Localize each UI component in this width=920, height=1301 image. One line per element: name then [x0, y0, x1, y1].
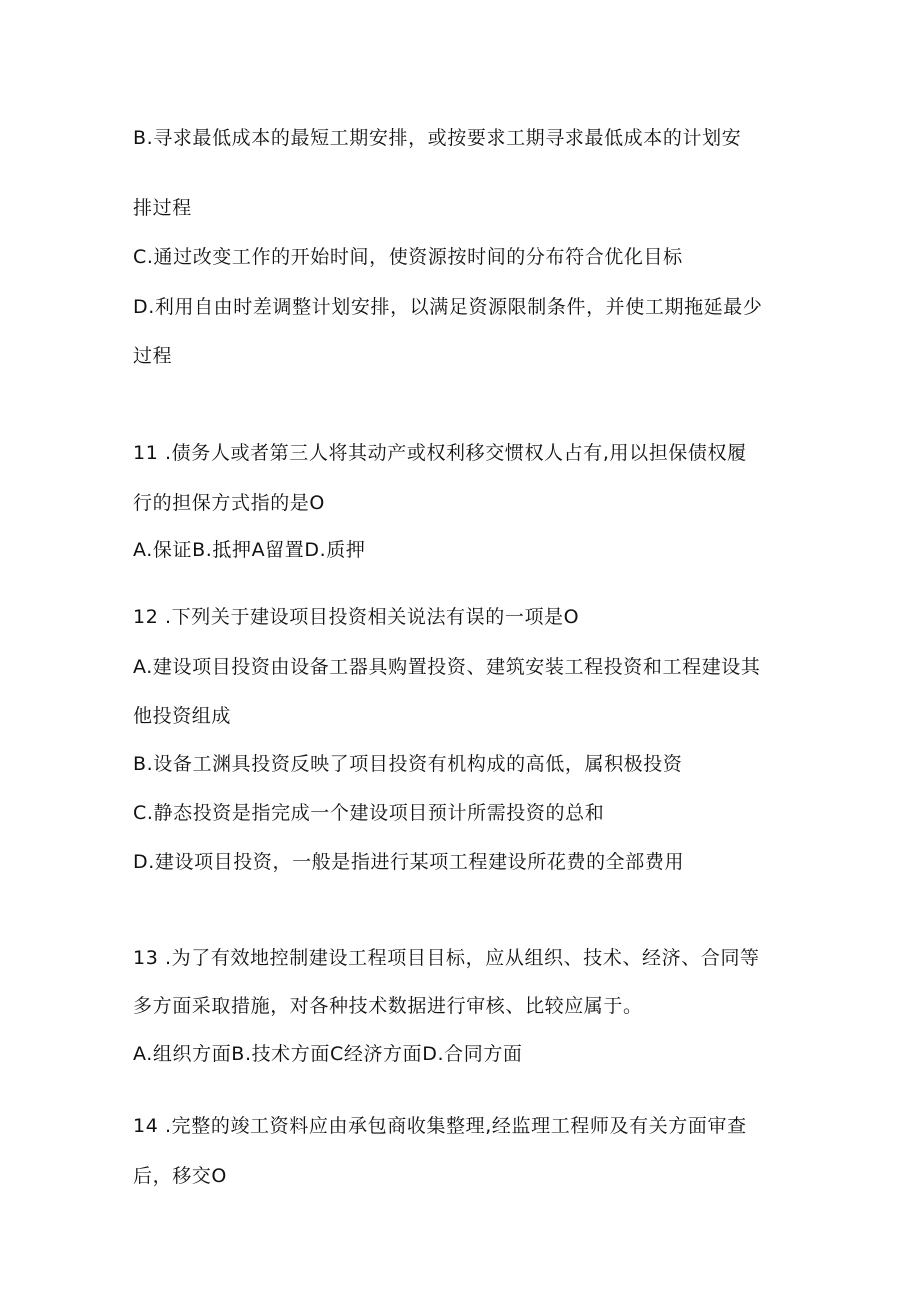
q10-option-d-line1: D.利用自由时差调整计划安排，以满足资源限制条件，并使工期拖延最少 [133, 296, 763, 318]
q12-option-b: B.设备工渊具投资反映了项目投资有机构成的高低，属积极投资 [133, 753, 683, 775]
q13-stem-line2: 多方面采取措施，对各种技术数据进行审核、比较应属于。 [133, 995, 643, 1017]
q12-stem: 12 .下列关于建设项目投资相关说法有误的一项是O [133, 606, 580, 628]
q10-option-d-line2: 过程 [133, 345, 173, 367]
q12-option-c: C.静态投资是指完成一个建设项目预计所需投资的总和 [133, 802, 605, 824]
q14-stem-line2: 后，移交O [133, 1165, 227, 1187]
q11-stem-line1: 11 .债务人或者第三人将其动产或权利移交惯权人占有,用以担保债权履 [133, 442, 747, 464]
q13-stem-line1: 13 .为了有效地控制建设工程项目目标，应从组织、技术、经济、合同等 [133, 947, 760, 969]
q10-option-b-line2: 排过程 [133, 197, 192, 219]
q12-option-a-line2: 他投资组成 [133, 705, 232, 727]
q11-options: A.保证B.抵押A留置D.质押 [133, 539, 366, 561]
q10-option-b-line1: B.寻求最低成本的最短工期安排，或按要求工期寻求最低成本的计划安 [133, 127, 742, 149]
q12-option-a-line1: A.建设项目投资由设备工器具购置投资、建筑安装工程投资和工程建设其 [133, 656, 761, 678]
q14-stem-line1: 14 .完整的竣工资料应由承包商收集整理,经监理工程师及有关方面审查 [133, 1115, 747, 1137]
q10-option-c: C.通过改变工作的开始时间，使资源按时间的分布符合优化目标 [133, 246, 683, 268]
q12-option-d: D.建设项目投资，一般是指进行某项工程建设所花费的全部费用 [133, 851, 685, 873]
q13-options: A.组织方面B.技术方面C经济方面D.合同方面 [133, 1043, 523, 1065]
q11-stem-line2: 行的担保方式指的是O [133, 492, 325, 514]
